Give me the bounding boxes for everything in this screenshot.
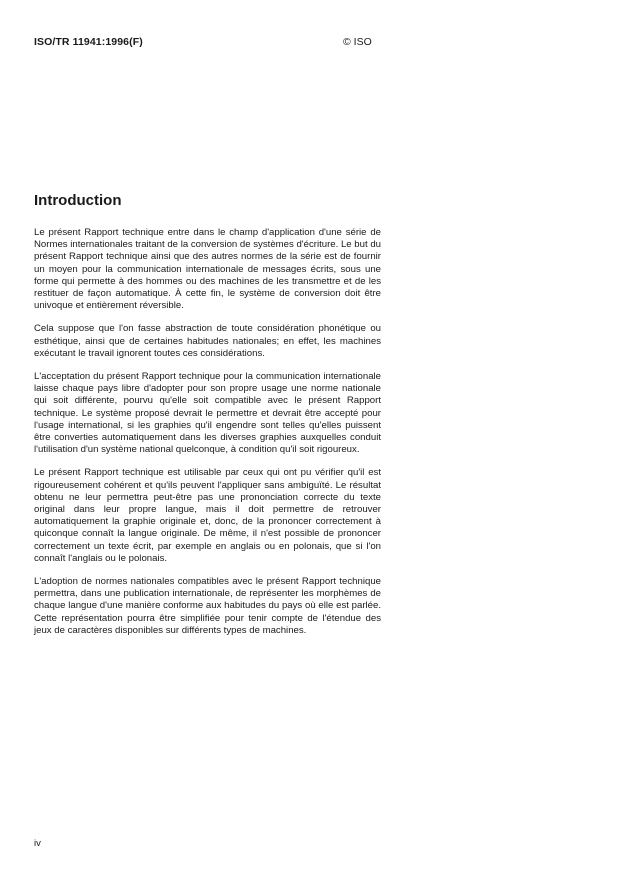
paragraph-2: Cela suppose que l'on fasse abstraction de toute considération phonétique ou esthétique, ainsi que de certaines habitudes nationales; en effet, les machines exécutant le travail ignorent toutes ces considérations. (34, 323, 381, 359)
paragraph-1: Le présent Rapport technique entre dans le champ d'application d'une série de Normes internationales traitant de la conversion de systèmes d'écriture. Le but du présent Rapport technique ainsi que des autres normes de la série est de fournir un moyen pour la communication internationale de messages écrits, sous une forme qui permette à des hommes ou des machines de les transmettre et de les restituer de façon automatique. À cette fin, le système de conversion doit être univoque et entièrement réversible. (34, 227, 381, 312)
section-title: Introduction (34, 192, 122, 209)
document-reference: ISO/TR 11941:1996(F) (34, 36, 143, 48)
copyright-notice: © ISO (343, 36, 372, 48)
body-text (34, 227, 381, 648)
page-number: iv (34, 838, 41, 849)
paragraph-4: Le présent Rapport technique est utilisable par ceux qui ont pu vérifier qu'il est rigoureusement cohérent et qu'ils peuvent l'appliquer sans ambiguïté. Le résultat obtenu ne leur permettra peut-être pas une prononciation correcte du texte original dans leur propre langue, mais il doit permettre de retrouver automatiquement la graphie originale et, donc, de la prononcer correctement à quiconque connaît la langue originale. De même, il n'est possible de prononcer correctement un texte écrit, par exemple en anglais ou en polonais, que si l'on connaît l'anglais ou le polonais. (34, 467, 381, 564)
paragraph-5: L'adoption de normes nationales compatibles avec le présent Rapport technique permettra, dans une publication internationale, de représenter les morphèmes de chaque langue d'une manière conforme aux habitudes du pays où elle est parlée. Cette représentation pourra être simplifiée pour tenir compte de l'étendue des jeux de caractères disponibles sur différents types de machines. (34, 576, 381, 636)
paragraph-3: L'acceptation du présent Rapport technique pour la communication internationale laisse chaque pays libre d'adopter pour son propre usage une norme nationale qui soit différente, pourvu qu'elle soit compatible avec le présent Rapport technique. Le système proposé devrait le permettre et devrait être accepté pour l'usage international, si les graphies qu'il engendre sont telles qu'elles puissent être converties automatiquement dans les diverses graphies auxquelles conduit l'utilisation d'un système national quelconque, à condition qu'il soit rigoureux. (34, 371, 381, 456)
